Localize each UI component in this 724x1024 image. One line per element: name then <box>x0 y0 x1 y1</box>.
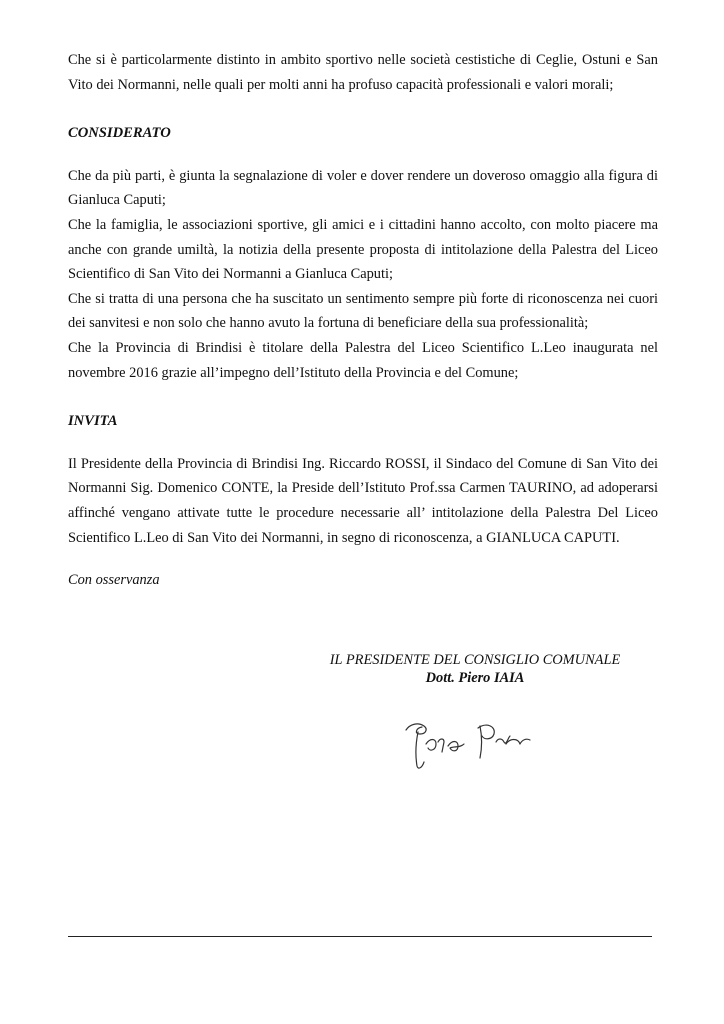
considerato-paragraph-2: Che la famiglia, le associazioni sportive, gli amici e i cittadini hanno accolto, con molto piacere ma anche con grande umiltà, la notizia della presente proposta di intitolazione della Palestra del Liceo Scientifico di San Vito dei Normanni a Gianluca Caputi; <box>68 216 658 283</box>
considerato-heading: CONSIDERATO <box>68 125 171 142</box>
signatory-block <box>300 651 650 687</box>
footer-rule <box>68 936 652 937</box>
considerato-paragraph-3: Che si tratta di una persona che ha suscitato un sentimento sempre più forte di riconoscenza nei cuori dei sanvitesi e non solo che hanno avuto la fortuna di beneficiare della sua professionalità; <box>68 290 658 332</box>
intro-paragraph: Che si è particolarmente distinto in ambito sportivo nelle società cestistiche di Ceglie, Ostuni e San Vito dei Normanni, nelle quali per molti anni ha profuso capacità professionali e valori morali; <box>68 52 658 93</box>
document-body <box>68 48 658 593</box>
invita-paragraph: Il Presidente della Provincia di Brindisi Ing. Riccardo ROSSI, il Sindaco del Comune di San Vito dei Normanni Sig. Domenico CONTE, la Preside dell’Istituto Prof.ssa Carmen TAURINO, ad adoperarsi affinché vengano attivate tutte le procedure necessarie all’ intitolazione della Palestra Del Liceo Scientifico L.Leo di San Vito dei Normanni, in segno di riconoscenza, a GIANLUCA CAPUTI. <box>68 455 658 546</box>
invita-heading: INVITA <box>68 413 118 430</box>
considerato-paragraph-4: Che la Provincia di Brindisi è titolare della Palestra del Liceo Scientifico L.Leo inaugurata nel novembre 2016 grazie all’impegno dell’Istituto della Provincia e del Comune; <box>68 339 658 381</box>
closing-salutation: Con osservanza <box>68 572 160 589</box>
handwritten-signature <box>398 712 538 774</box>
signatory-title: IL PRESIDENTE DEL CONSIGLIO COMUNALE <box>329 652 621 668</box>
considerato-paragraph-1: Che da più parti, è giunta la segnalazione di voler e dover rendere un doveroso omaggio alla figura di Gianluca Caputi; <box>68 167 658 209</box>
signatory-name: Dott. Piero IAIA <box>425 670 525 686</box>
